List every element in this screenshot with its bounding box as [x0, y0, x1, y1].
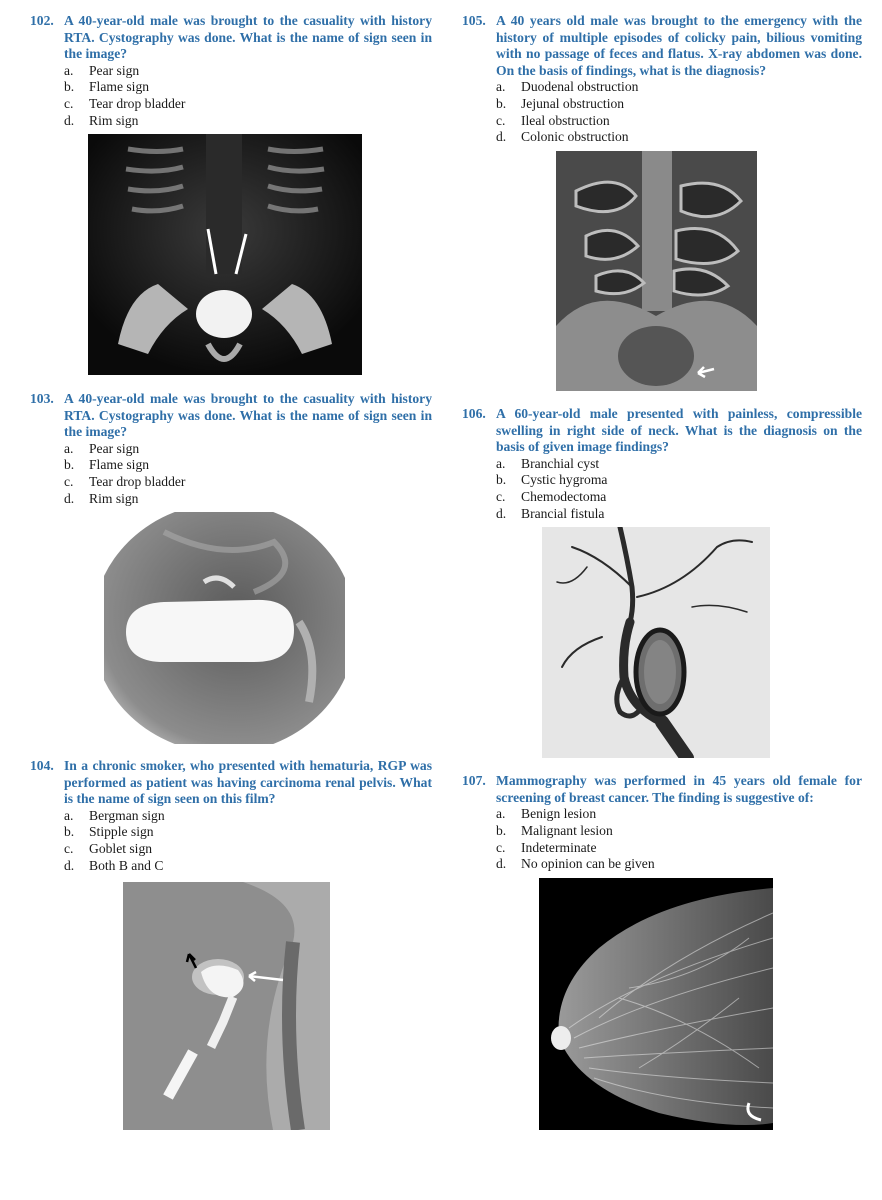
question-103	[30, 391, 432, 508]
question-105	[462, 13, 862, 146]
question-number: 102.	[30, 13, 54, 28]
option-letter: a.	[64, 440, 74, 456]
ct-cystography-image	[88, 134, 362, 375]
option-letter: a.	[496, 79, 506, 94]
option-b[interactable]	[64, 824, 432, 841]
option-d[interactable]	[496, 129, 862, 146]
option-text: Duodenal obstruction	[521, 79, 639, 94]
question-104	[30, 758, 432, 875]
option-letter: c.	[496, 489, 506, 505]
option-d[interactable]	[496, 856, 862, 873]
option-text: Branchial cyst	[521, 455, 600, 471]
option-b[interactable]	[64, 457, 432, 474]
option-a[interactable]	[496, 806, 862, 823]
option-b[interactable]	[496, 96, 862, 113]
option-text: Brancial fistula	[521, 505, 605, 521]
option-d[interactable]	[64, 491, 432, 508]
option-letter: b.	[496, 822, 507, 838]
option-text: No opinion can be given	[521, 856, 655, 872]
question-text: Mammography was performed in 45 years old female for screening of breast cancer. The finding is suggestive of:	[496, 773, 862, 805]
option-letter: b.	[496, 95, 507, 111]
option-letter: c.	[64, 474, 74, 490]
option-c[interactable]	[64, 841, 432, 858]
options-list	[462, 456, 862, 523]
question-106	[462, 406, 862, 523]
abdominal-xray-image	[556, 151, 757, 391]
option-letter: a.	[496, 455, 506, 471]
option-b[interactable]	[64, 79, 432, 96]
option-text: Colonic obstruction	[521, 129, 629, 145]
question-number: 106.	[462, 406, 486, 421]
option-text: Malignant lesion	[521, 822, 613, 838]
question-text: In a chronic smoker, who presented with hematuria, RGP was performed as patient was having carcinoma renal pelvis. What is the name of sign seen on this film?	[64, 758, 432, 806]
question-number: 103.	[30, 391, 54, 406]
option-c[interactable]	[496, 113, 862, 130]
option-d[interactable]	[64, 113, 432, 130]
cystogram-image	[104, 512, 345, 744]
option-text: Stipple sign	[89, 824, 154, 840]
option-text: Pear sign	[89, 62, 140, 78]
option-c[interactable]	[64, 96, 432, 113]
option-a[interactable]	[496, 79, 862, 96]
question-number: 107.	[462, 773, 486, 788]
option-letter: a.	[64, 807, 74, 823]
option-text: Flame sign	[89, 79, 150, 95]
option-letter: a.	[64, 62, 74, 78]
retrograde-pyelogram-image	[123, 882, 330, 1130]
option-d[interactable]	[496, 506, 862, 523]
question-text: A 40-year-old male was brought to the casuality with history RTA. Cystography was done. What is the name of sign seen in the image?	[64, 13, 432, 61]
option-d[interactable]	[64, 858, 432, 875]
option-letter: b.	[496, 472, 507, 488]
options-list	[30, 808, 432, 875]
option-text: Bergman sign	[89, 807, 165, 823]
option-c[interactable]	[496, 489, 862, 506]
option-b[interactable]	[496, 472, 862, 489]
question-number: 105.	[462, 13, 486, 28]
option-text: Goblet sign	[89, 841, 153, 857]
option-letter: c.	[496, 839, 506, 855]
options-list	[30, 441, 432, 508]
option-text: Tear drop bladder	[89, 96, 186, 112]
option-letter: b.	[64, 824, 75, 840]
option-a[interactable]	[496, 456, 862, 473]
option-text: Flame sign	[89, 457, 150, 473]
option-a[interactable]	[64, 441, 432, 458]
question-107	[462, 773, 862, 873]
question-number: 104.	[30, 758, 54, 773]
option-a[interactable]	[64, 808, 432, 825]
option-text: Cystic hygroma	[521, 472, 608, 488]
option-letter: c.	[496, 112, 506, 128]
option-letter: c.	[64, 96, 74, 112]
option-b[interactable]	[496, 823, 862, 840]
option-letter: b.	[64, 79, 75, 95]
option-text: Rim sign	[89, 490, 139, 506]
option-letter: d.	[64, 857, 75, 873]
option-letter: d.	[64, 490, 75, 506]
option-text: Tear drop bladder	[89, 474, 186, 490]
mammogram-image	[539, 878, 773, 1130]
option-letter: d.	[64, 112, 75, 128]
option-text: Rim sign	[89, 112, 139, 128]
options-list	[462, 79, 862, 146]
option-a[interactable]	[64, 63, 432, 80]
question-text: A 40 years old male was brought to the emergency with the history of multiple episodes of colicky pain, bilious vomiting with no passage of feces and flatus. X-ray abdomen was done. On the basis of findings, what is the diagnosis?	[496, 13, 862, 78]
question-102	[30, 13, 432, 130]
option-c[interactable]	[496, 840, 862, 857]
carotid-angiogram-image	[542, 527, 770, 758]
option-letter: d.	[496, 129, 507, 145]
options-list	[462, 806, 862, 873]
option-text: Ileal obstruction	[521, 112, 610, 128]
option-letter: c.	[64, 841, 74, 857]
option-text: Both B and C	[89, 857, 164, 873]
option-text: Benign lesion	[521, 806, 597, 821]
question-text: A 60-year-old male presented with painless, compressible swelling in right side of neck. What is the diagnosis on the basis of given image findings?	[496, 406, 862, 454]
question-text: A 40-year-old male was brought to the casuality with history RTA. Cystography was done. What is the name of sign seen in the image?	[64, 391, 432, 439]
option-text: Jejunal obstruction	[521, 95, 625, 111]
option-text: Chemodectoma	[521, 489, 607, 505]
option-text: Indeterminate	[521, 839, 597, 855]
option-letter: d.	[496, 505, 507, 521]
options-list	[30, 63, 432, 130]
option-letter: a.	[496, 806, 506, 821]
option-letter: d.	[496, 856, 507, 872]
option-letter: b.	[64, 457, 75, 473]
option-c[interactable]	[64, 474, 432, 491]
option-text: Pear sign	[89, 440, 140, 456]
